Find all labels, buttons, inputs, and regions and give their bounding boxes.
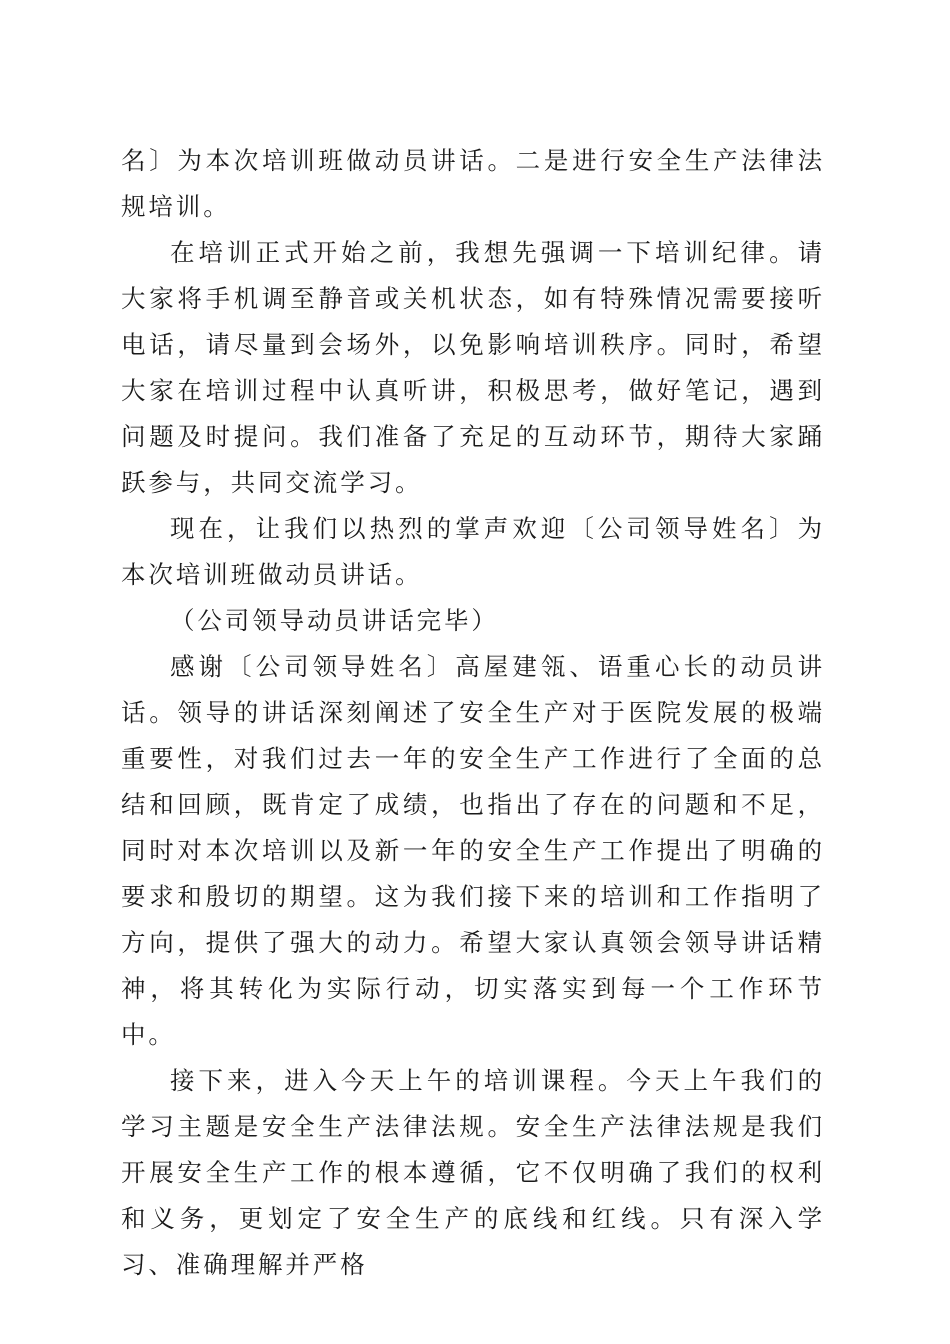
paragraph-welcome-leader: 现在，让我们以热烈的掌声欢迎〔公司领导姓名〕为本次培训班做动员讲话。 (121, 514, 825, 589)
paragraph-training-discipline: 在培训正式开始之前，我想先强调一下培训纪律。请大家将手机调至静音或关机状态，如有特殊情况需要接听电话，请尽量到会场外，以免影响培训秩序。同时，希望大家在培训过程中认真听讲，积极思考，做好笔记，遇到问题及时提问。我们准备了充足的互动环节，期待大家踊跃参与，共同交流学习。 (121, 238, 825, 497)
paragraph-continued: 名〕为本次培训班做动员讲话。二是进行安全生产法律法规培训。 (121, 146, 825, 221)
paragraph-stage-note: （公司领导动员讲话完毕） (170, 606, 499, 635)
paragraph-thanks-leader: 感谢〔公司领导姓名〕高屋建瓴、语重心长的动员讲话。领导的讲话深刻阐述了安全生产对于医院发展的极端重要性，对我们过去一年的安全生产工作进行了全面的总结和回顾，既肯定了成绩，也指出了存在的问题和不足，同时对本次培训以及新一年的安全生产工作提出了明确的要求和殷切的期望。这为我们接下来的培训和工作指明了方向，提供了强大的动力。希望大家认真领会领导讲话精神，将其转化为实际行动，切实落实到每一个工作环节中。 (121, 652, 825, 1049)
paragraph-training-course: 接下来，进入今天上午的培训课程。今天上午我们的学习主题是安全生产法律法规。安全生产法律法规是我们开展安全生产工作的根本遵循，它不仅明确了我们的权利和义务，更划定了安全生产的底线和红线。只有深入学习、准确理解并严格 (121, 1066, 825, 1279)
document-body (121, 138, 825, 1288)
